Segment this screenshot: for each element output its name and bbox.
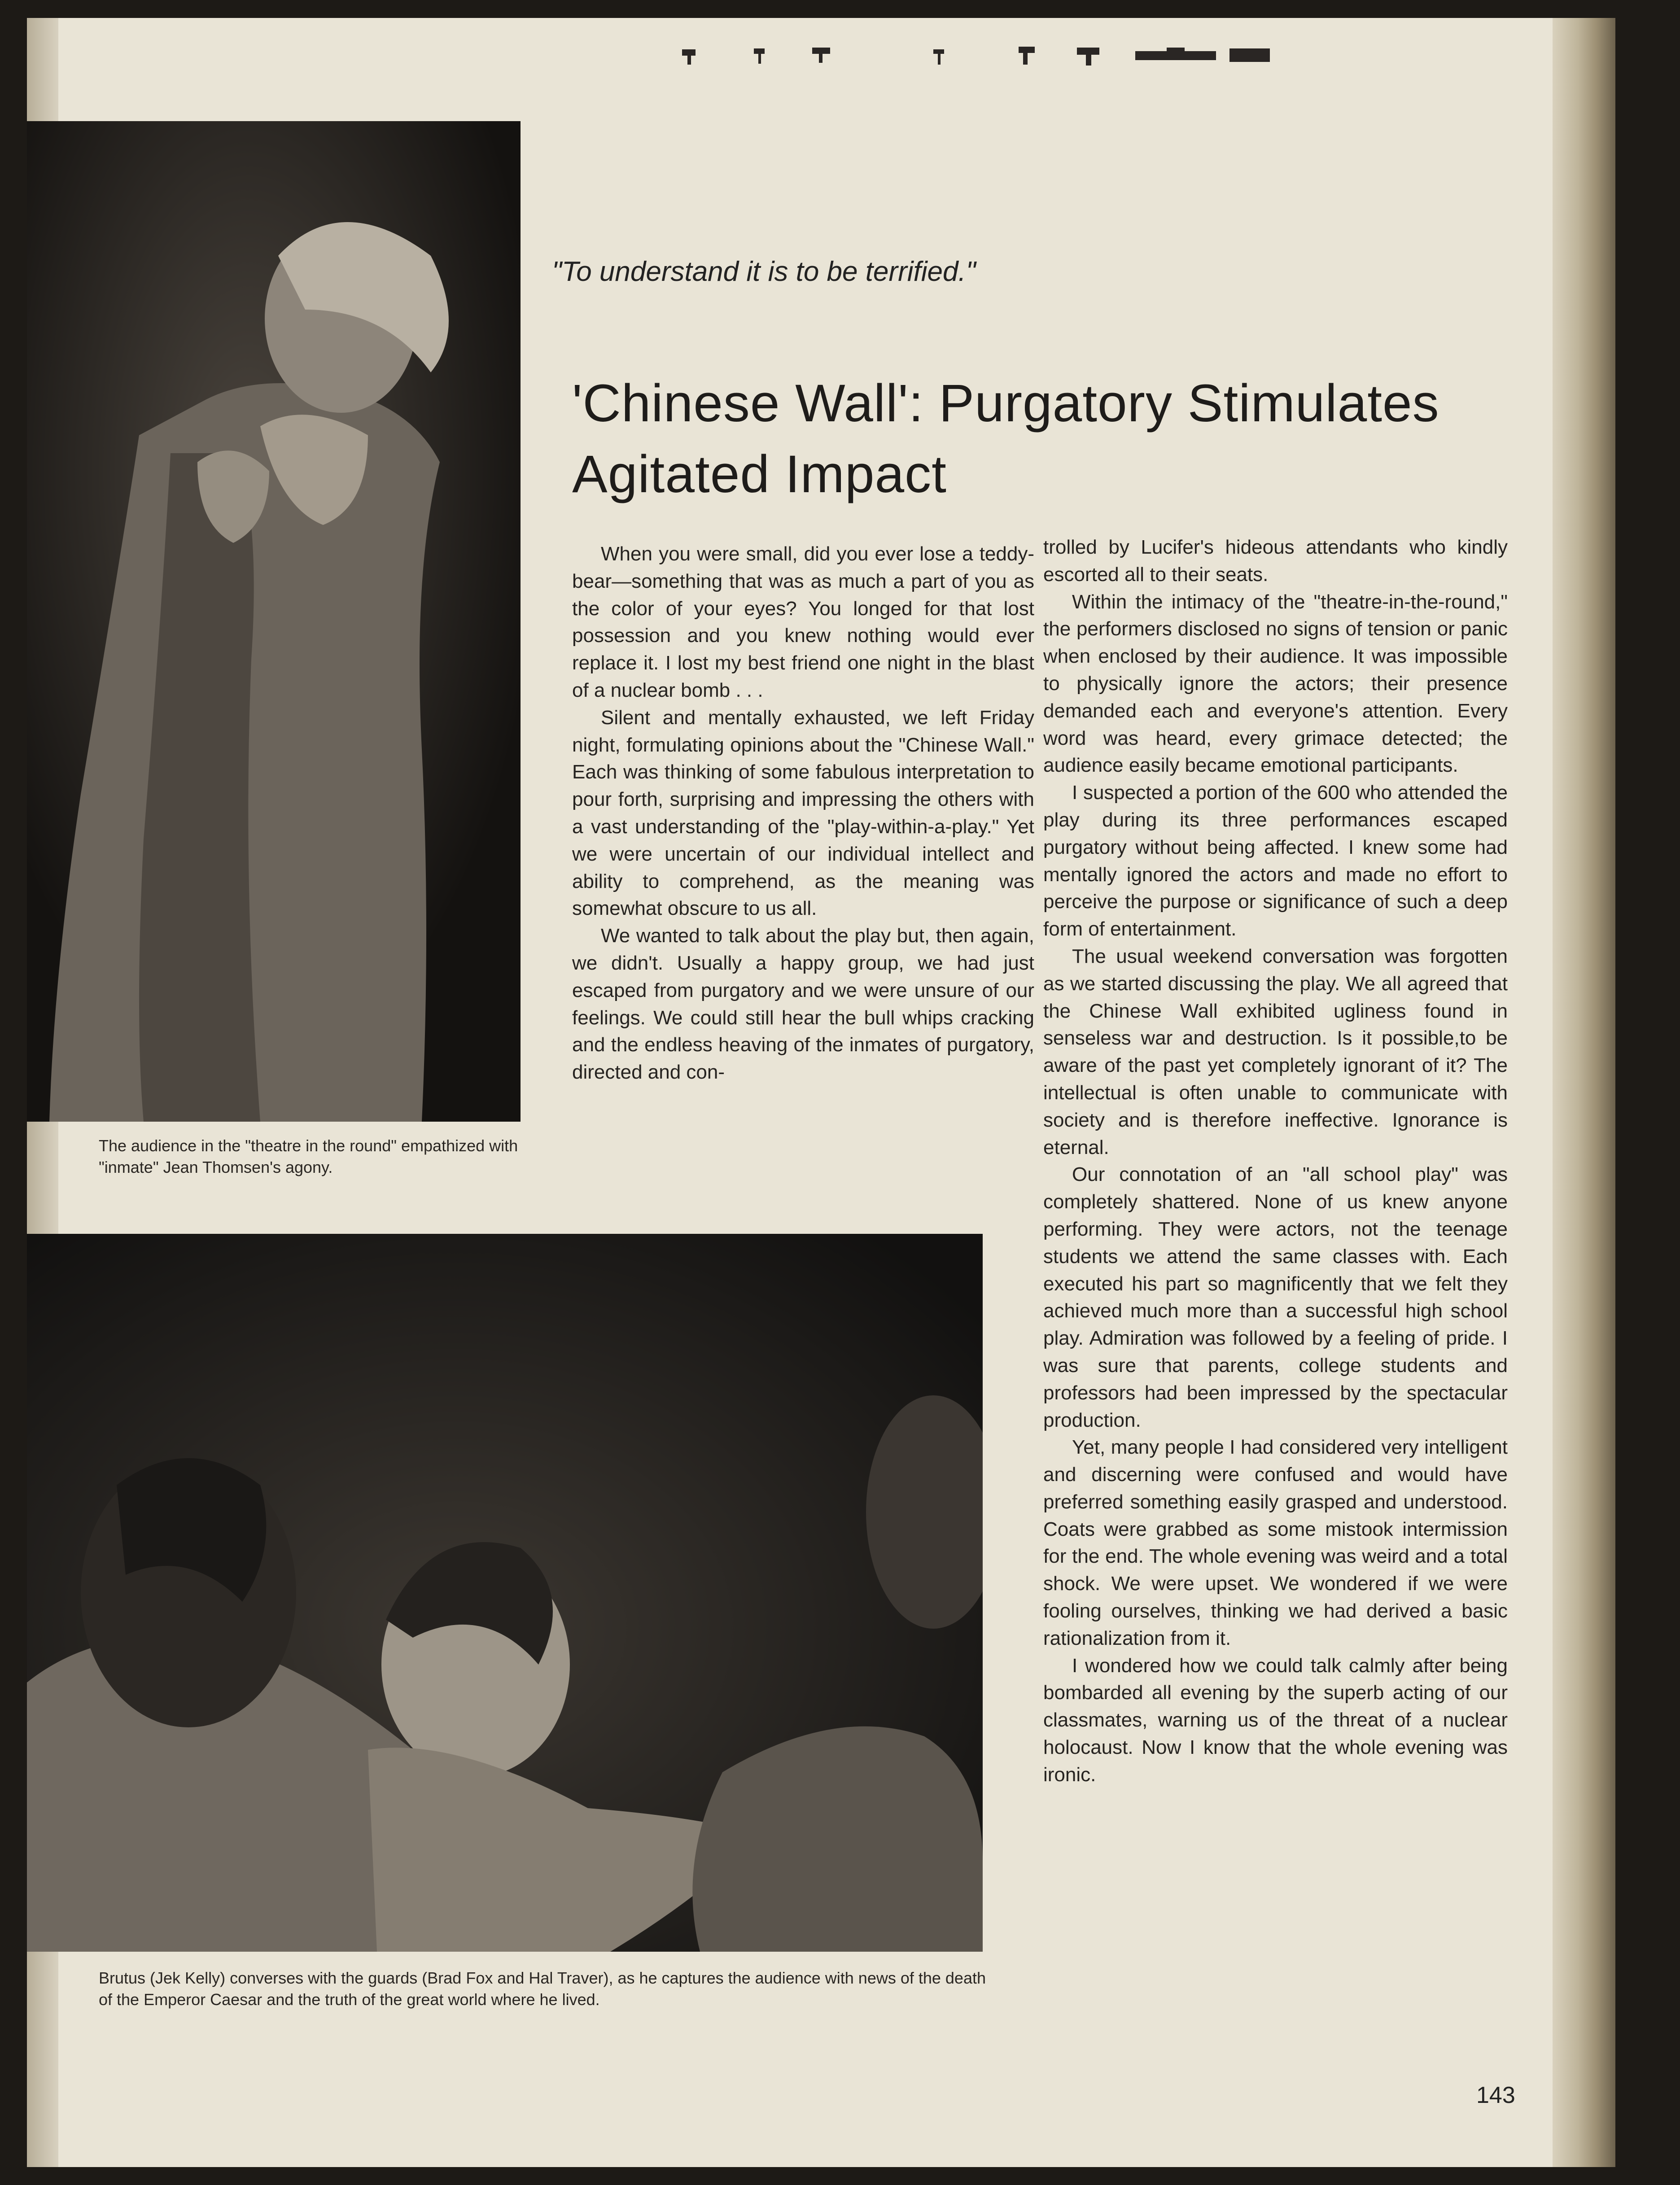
paragraph: Within the intimacy of the "theatre-in-the-round," the performers disclosed no signs of tension or panic when enclosed by their audience. It was impossible to physically ignore the actors; their presence demanded each and everyone's attention. Every word was heard, every grimace detected; the audience easily became emotional participants. — [1043, 590, 1508, 777]
book-spine-edge — [1553, 18, 1615, 2167]
article-column-1 — [572, 541, 1034, 1086]
paragraph: The usual weekend conversation was forgotten as we started discussing the play. We all agreed that the Chinese Wall exhibited ugliness found in senseless war and destruction. Is it possible,to be aware of the past yet completely ignorant of it? The intellectual is often unable to communicate with society and is therefore ineffective. Ignorance is eternal. — [1043, 945, 1508, 1158]
pull-quote: "To understand it is to be terrified." — [552, 256, 976, 287]
paragraph: trolled by Lucifer's hideous attendants who kindly escorted all to their seats. — [1043, 536, 1508, 586]
photo-caption-top: The audience in the "theatre in the round" empathized with "inmate" Jean Thomsen's agony. — [99, 1136, 518, 1176]
article-column-2 — [1043, 534, 1508, 1789]
paragraph: We wanted to talk about the play but, then again, we didn't. Usually a happy group, we had just escaped from purgatory and we were unsure of our feelings. We could still hear the bull whips cracking and the endless heaving of the inmates of purgatory, directed and con- — [572, 925, 1034, 1084]
paragraph: I wondered how we could talk calmly after being bombarded all evening by the superb acting of our classmates, warning us of the threat of a nuclear holocaust. Now I know that the whole evening was ironic. — [1043, 1654, 1508, 1786]
paragraph: Yet, many people I had considered very intelligent and discerning were confused and would have preferred something easily grasped and understood. Coats were grabbed as some mistook intermission for the end. The whole evening was weird and a total shock. We were upset. We wondered if we were fooling ourselves, thinking we had derived a basic rationalization from it. — [1043, 1436, 1508, 1649]
article-headline: 'Chinese Wall': Purgatory Stimulates Agitated Impact — [572, 374, 1439, 504]
paragraph: When you were small, did you ever lose a teddy-bear—something that was as much a part of you as the color of your eyes? You longed for that lost possession and you knew nothing would ever replace it. I lost my best friend one night in the blast of a nuclear bomb . . . — [572, 543, 1034, 701]
yearbook-page — [27, 18, 1615, 2167]
paragraph: Our connotation of an "all school play" was completely shattered. None of us knew anyone performing. They were actors, not the teenage students we attend the same classes with. Each executed his part so magnificently that we felt they achieved much more than a successful high school play. Admiration was followed by a feeling of pride. I was sure that parents, college students and professors had been impressed by the spectacular production. — [1043, 1163, 1508, 1431]
photo-caption-bottom: Brutus (Jek Kelly) converses with the guards (Brad Fox and Hal Traver), as he captures the audience with news of the death of the Emperor Caesar and the truth of the great world where he lived. — [99, 1969, 986, 2009]
paragraph: Silent and mentally exhausted, we left Friday night, formulating opinions about the "Chinese Wall." Each was thinking of some fabulous interpretation to pour forth, surprising and impressing the others with a vast understanding of the "play-within-a-play." Yet we were uncertain of our individual intellect and ability to comprehend, as the meaning was somewhat obscure to us all. — [572, 706, 1034, 920]
photo-brutus-and-guards — [27, 1234, 983, 1952]
photo-actress-jean-thomsen — [27, 121, 521, 1122]
page-number: 143 — [1476, 2082, 1515, 2108]
paragraph: I suspected a portion of the 600 who attended the play during its three performances escaped purgatory without being affected. I knew some had mentally ignored the actors and made no effort to perceive the purpose or significance of such a deep form of entertainment. — [1043, 782, 1508, 940]
torn-print-marks — [664, 45, 1292, 67]
